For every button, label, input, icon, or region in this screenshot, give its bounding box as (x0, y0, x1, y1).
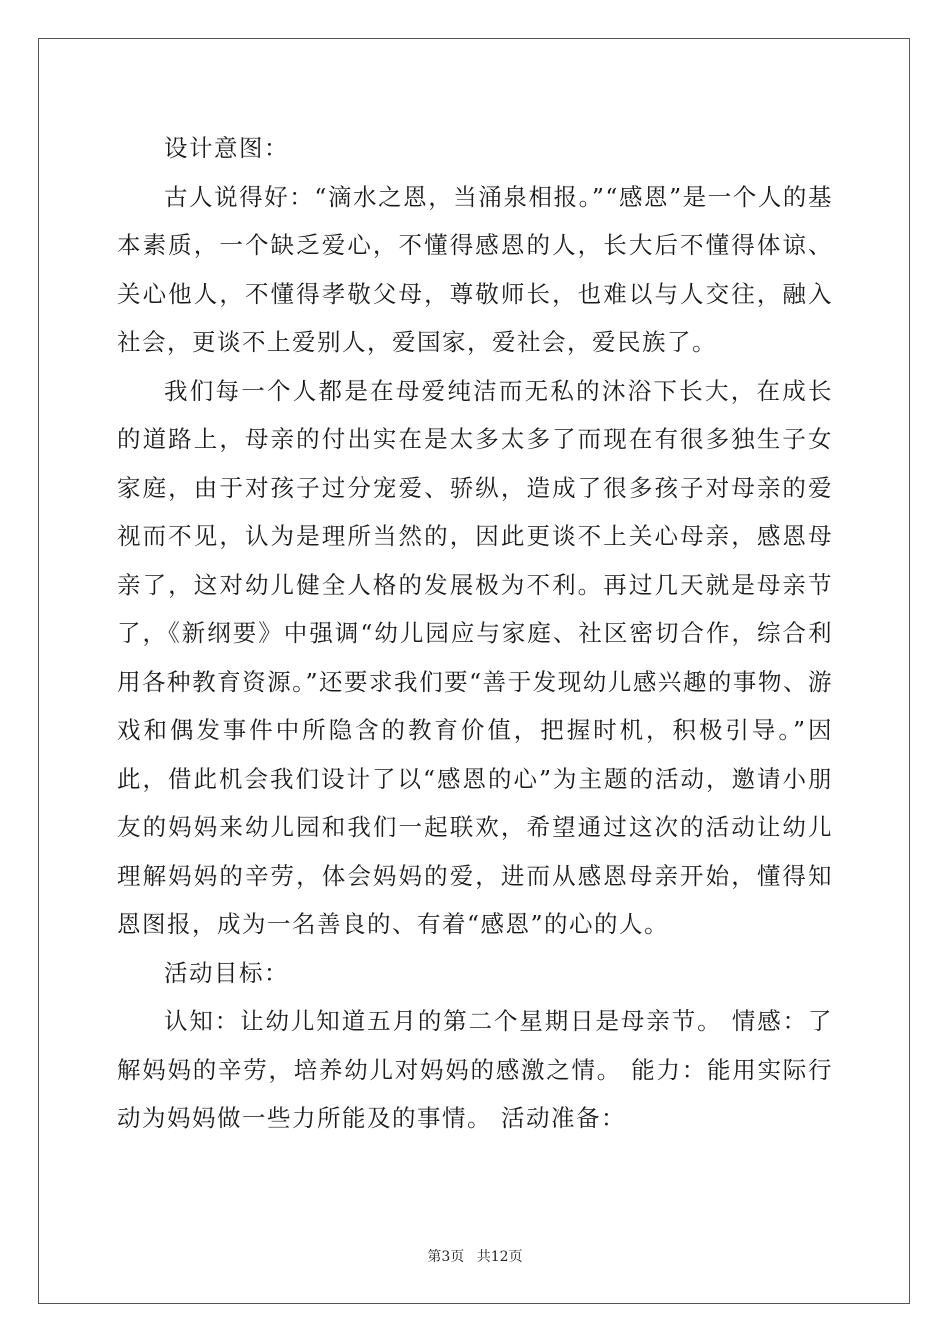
page-footer (0, 1246, 950, 1266)
section-heading-activity-goals: 活动目标： (164, 958, 289, 987)
page-number-current: 第3页 (427, 1249, 465, 1265)
page-number-total: 共12页 (476, 1249, 523, 1265)
paragraph-mother-love: 我们每一个人都是在母爱纯洁而无私的沐浴下长大，在成长的道路上，母亲的付出实在是太多太多了而现在有很多独生子女家庭，由于对孩子过分宠爱、骄纵，造成了很多孩子对母亲的爱视而不见，认为是理所当然的，因此更谈不上关心母亲，感恩母亲了，这对幼儿健全人格的发展极为不利。再过几天就是母亲节了，《新纲要》中强调“幼儿园应与家庭、社区密切合作，综合利用各种教育资源。”还要求我们要“善于发现幼儿感兴趣的事物、游戏和偶发事件中所隐含的教育价值，把握时机，积极引导。”因此，借此机会我们设计了以“感恩的心”为主题的活动，邀请小朋友的妈妈来幼儿园和我们一起联欢，希望通过这次的活动让幼儿理解妈妈的辛劳，体会妈妈的爱，进而从感恩母亲开始，懂得知恩图报，成为一名善良的、有着“感恩”的心的人。 (117, 376, 833, 938)
section-heading-design-intent: 设计意图： (164, 134, 289, 162)
paragraph-gratitude-intro: 古人说得好：“滴水之恩，当涌泉相报。”“感恩”是一个人的基本素质，一个缺乏爱心，不懂得感恩的人，长大后不懂得体谅、关心他人，不懂得孝敬父母，尊敬师长，也难以与人交往，融入社会，更谈不上爱别人，爱国家，爱社会，爱民族了。 (117, 182, 833, 356)
paragraph-goals-list: 认知：让幼儿知道五月的第二个星期日是母亲节。 情感：了解妈妈的辛劳，培养幼儿对妈妈的感激之情。 能力：能用实际行动为妈妈做一些力所能及的事情。 活动准备： (117, 1007, 833, 1132)
document-body (117, 124, 833, 1143)
